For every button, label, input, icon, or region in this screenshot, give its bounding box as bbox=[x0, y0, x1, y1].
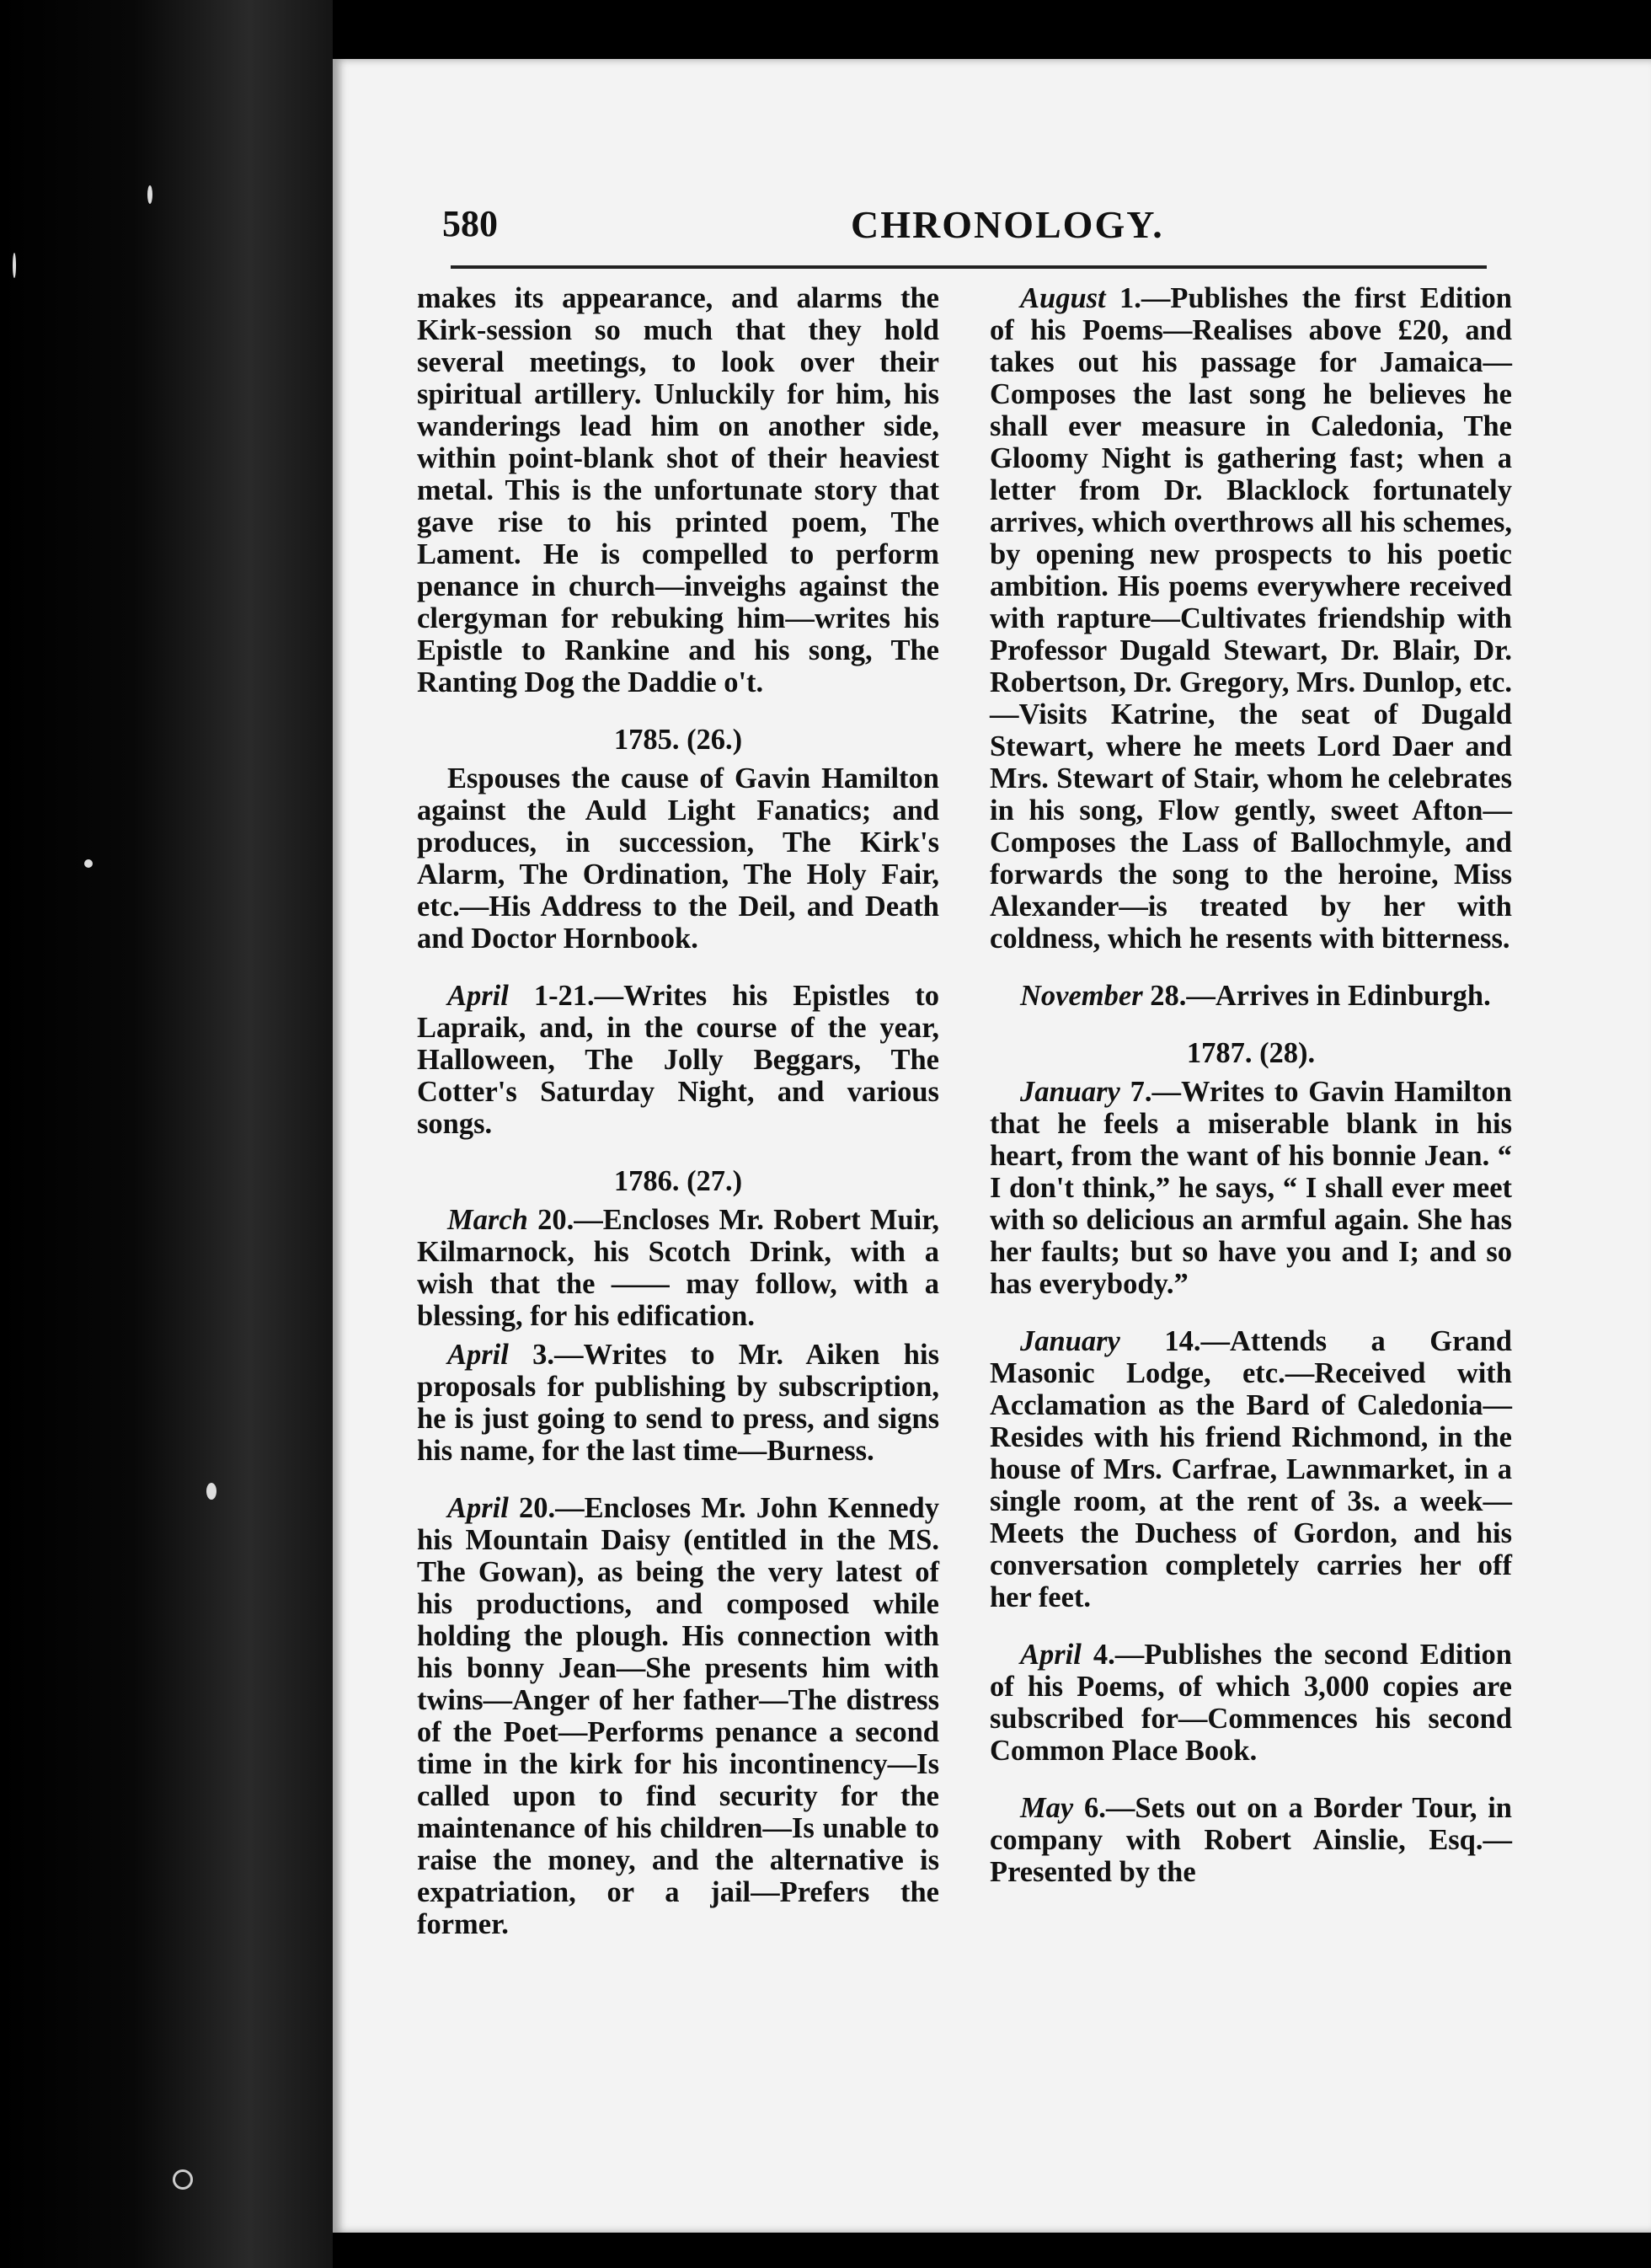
entry-november-28 bbox=[990, 980, 1512, 1012]
entry-may-6 bbox=[990, 1792, 1512, 1888]
entry-text: 4.—Publishes the second Edition of his Poems, of which 3,000 copies are subscribed for—Commences his second Common Place Book. bbox=[990, 1639, 1512, 1767]
entry-april-1-21 bbox=[417, 980, 939, 1140]
film-specks bbox=[0, 0, 333, 2268]
year-heading-1785: 1785. (26.) bbox=[613, 724, 743, 756]
entry-text: 7.—Writes to Gavin Hamilton that he feels a miserable blank in his heart, from the want of his bonnie Jean. “ I don't think,” he says, “ I shall ever meet with so delicious an armful again. She has her faults; but so have you and I; and so has everybody.” bbox=[990, 1076, 1512, 1300]
entry-date-lead: January bbox=[1020, 1076, 1120, 1108]
entry-text: 1-21.—Writes his Epistles to Lapraik, and, in the course of the year, Halloween, The Jolly Beggars, The Cotter's Saturday Night, and various songs. bbox=[417, 980, 939, 1140]
header-rule bbox=[451, 265, 1487, 269]
entry-date-lead: April bbox=[447, 1492, 509, 1524]
entry-date-lead: January bbox=[1020, 1325, 1120, 1357]
entry-march-20 bbox=[417, 1204, 939, 1332]
entry-january-7 bbox=[990, 1076, 1512, 1300]
entry-january-14 bbox=[990, 1325, 1512, 1613]
intro-paragraph: makes its appearance, and alarms the Kirk-session so much that they hold several meetings, to look over their spiritual artillery. Unluckily for him, his wanderings lead him on another side, within point-blank shot of their heaviest metal. This is the unfortunate story that gave rise to his printed poem, The Lament. He is compelled to perform penance in church—inveighs against the clergyman for rebuking him—writes his Epistle to Rankine and his song, The Ranting Dog the Daddie o't. bbox=[417, 282, 939, 698]
entry-text: 20.—Encloses Mr. Robert Muir, Kilmarnock, his Scotch Drink, with a wish that the —— may follow, with a blessing, for his edification. bbox=[417, 1204, 939, 1332]
entry-text: 6.—Sets out on a Border Tour, in company with Robert Ainslie, Esq.—Presented by the bbox=[990, 1792, 1512, 1888]
year-heading-1787: 1787. (28). bbox=[1186, 1037, 1316, 1069]
entry-date-lead: April bbox=[1020, 1639, 1082, 1671]
entry-april-3 bbox=[417, 1339, 939, 1467]
entry-text: 20.—Encloses Mr. John Kennedy his Mountain Daisy (entitled in the MS. The Gowan), as being the very latest of his productions, and composed while holding the plough. His connection with his bonny Jean—She presents him with twins—Anger of her father—The distress of the Poet—Performs penance a second time in the kirk for his incontinency—Is called upon to find security for the maintenance of his children—Is unable to raise the money, and the alternative is expatriation, or a jail—Prefers the former. bbox=[417, 1492, 939, 1940]
entry-date-lead: April bbox=[447, 980, 509, 1012]
entry-text: 28.—Arrives in Edinburgh. bbox=[1142, 980, 1491, 1012]
entry-april-20 bbox=[417, 1492, 939, 1940]
right-column bbox=[990, 282, 1512, 1913]
left-column bbox=[417, 282, 939, 1966]
entry-date-lead: November bbox=[1020, 980, 1143, 1012]
entry-text: 3.—Writes to Mr. Aiken his proposals for publishing by subscription, he is just going to send to press, and signs his name, for the last time—Burness. bbox=[417, 1339, 939, 1467]
entry-1785: Espouses the cause of Gavin Hamilton against the Auld Light Fanatics; and produces, in succession, The Kirk's Alarm, The Ordination, The Holy Fair, etc.—His Address to the Deil, and Death and Doctor Hornbook. bbox=[417, 762, 939, 955]
entry-august-1 bbox=[990, 282, 1512, 955]
running-head: CHRONOLOGY. bbox=[851, 203, 1164, 246]
year-heading-1786: 1786. (27.) bbox=[613, 1165, 743, 1197]
page-number: 580 bbox=[442, 203, 498, 244]
book-page bbox=[333, 59, 1651, 2233]
entry-april-4 bbox=[990, 1639, 1512, 1767]
entry-text: 14.—Attends a Grand Masonic Lodge, etc.—Received with Acclamation as the Bard of Caledonia—Resides with his friend Richmond, in the house of Mrs. Carfrae, Lawnmarket, in a single room, at the rent of 3s. a week—Meets the Duchess of Gordon, and his conversation completely carries her off her feet. bbox=[990, 1325, 1512, 1613]
entry-date-lead: March bbox=[447, 1204, 528, 1236]
entry-date-lead: August bbox=[1020, 282, 1106, 314]
entry-date-lead: May bbox=[1020, 1792, 1074, 1824]
entry-text: 1.—Publishes the first Edition of his Poems—Realises above £20, and takes out his passage for Jamaica—Composes the last song he believes he shall ever measure in Caledonia, The Gloomy Night is gathering fast; when a letter from Dr. Blacklock fortunately arrives, which overthrows all his schemes, by opening new prospects to his poetic ambition. His poems everywhere received with rapture—Cultivates friendship with Professor Dugald Stewart, Dr. Blair, Dr. Robertson, Dr. Gregory, Mrs. Dunlop, etc.—Visits Katrine, the seat of Dugald Stewart, where he meets Lord Daer and Mrs. Stewart of Stair, whom he celebrates in his song, Flow gently, sweet Afton—Composes the Lass of Ballochmyle, and forwards the song to the heroine, Miss Alexander—is treated by her with coldness, which he resents with bitterness. bbox=[990, 282, 1512, 955]
entry-date-lead: April bbox=[447, 1339, 509, 1371]
